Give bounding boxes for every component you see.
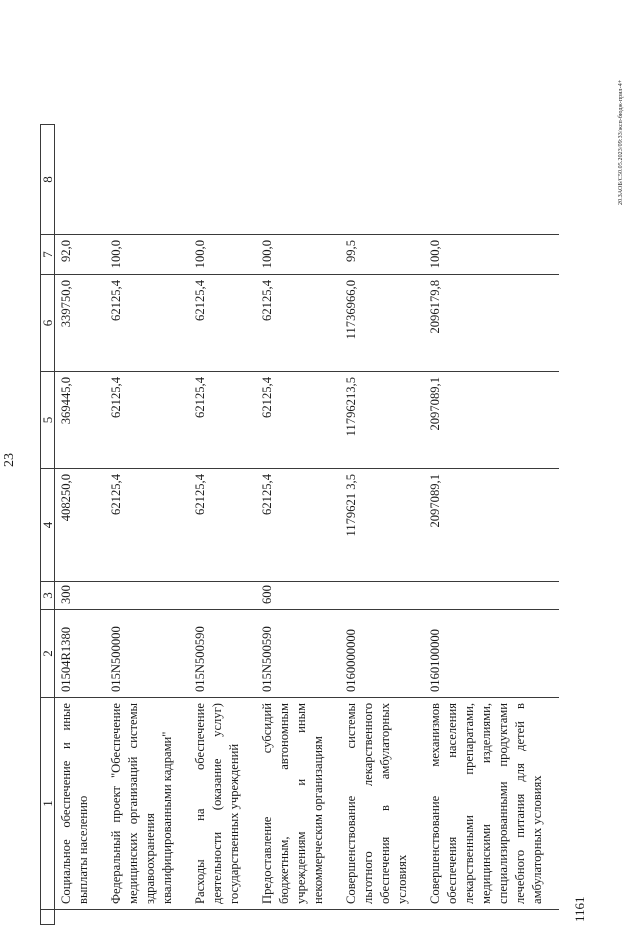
table-row xyxy=(424,125,559,925)
row-col7: 62125,4 xyxy=(256,275,340,372)
row-col7: 339750,0 xyxy=(55,275,106,372)
row-col6: 11796213,5 xyxy=(340,372,424,469)
header-spacer xyxy=(41,910,55,925)
row-col7: 2096179,8 xyxy=(424,275,559,372)
header-row xyxy=(41,125,55,925)
document-code: 20.ЗАОБ/С50.05.2023/09:33/жсп-бюдж-прил-4+ xyxy=(618,79,624,205)
table-row xyxy=(256,125,340,925)
row-col6: 2097089,1 xyxy=(424,372,559,469)
row-col7: 62125,4 xyxy=(189,275,256,372)
row-code: 015N500590 xyxy=(189,610,256,698)
row-name: Расходы на обеспечение деятельности (оказание услуг) государственных учреждений xyxy=(189,698,256,910)
row-code: 01504R1380 xyxy=(55,610,106,698)
row-code: 015N500590 xyxy=(256,610,340,698)
row-name: Федеральный проект "Обеспечение медицинских организаций системы здравоохранения квалифицированными кадрами" xyxy=(105,698,189,910)
row-col6: 62125,4 xyxy=(105,372,189,469)
sheet-number: 1161 xyxy=(572,896,587,922)
row-col8: 100,0 xyxy=(189,235,256,275)
header-col-2: 2 xyxy=(41,610,55,698)
row-col5: 62125,4 xyxy=(256,469,340,582)
row-col6: 62125,4 xyxy=(189,372,256,469)
header-col-1: 1 xyxy=(41,698,55,910)
row-name: Предоставление субсидий бюджетным, автономным учреждениям и иным некоммерческим организациям xyxy=(256,698,340,910)
row-vr xyxy=(340,582,424,610)
page-number: 23 xyxy=(2,453,17,467)
row-col8: 100,0 xyxy=(256,235,340,275)
row-vr: 300 xyxy=(55,582,106,610)
row-code: 0160100000 xyxy=(424,610,559,698)
rotated-page xyxy=(2,40,624,922)
header-col-5: 5 xyxy=(41,372,55,469)
row-col5: 408250,0 xyxy=(55,469,106,582)
row-name: Социальное обеспечение и иные выплаты населению xyxy=(55,698,106,910)
table-row xyxy=(105,125,189,925)
row-code: 015N500000 xyxy=(105,610,189,698)
table-row xyxy=(189,125,256,925)
header-col-8: 8 xyxy=(41,125,55,235)
row-name: Совершенствование системы льготного лекарственного обеспечения в амбулаторных условиях xyxy=(340,698,424,910)
row-col7: 62125,4 xyxy=(105,275,189,372)
row-name: Совершенствование механизмов обеспечения населения лекарственными препаратами, медицинскими изделиями, специализированными продуктами лечебного питания для детей в амбулаторных условиях xyxy=(424,698,559,910)
header-col-7: 7 xyxy=(41,235,55,275)
header-col-4: 4 xyxy=(41,469,55,582)
table-row xyxy=(55,125,106,925)
header-col-3: 3 xyxy=(41,582,55,610)
row-vr: 600 xyxy=(256,582,340,610)
row-code: 0160000000 xyxy=(340,610,424,698)
row-vr xyxy=(424,582,559,610)
row-col5: 1179621 3,5 xyxy=(340,469,424,582)
row-col8: 99,5 xyxy=(340,235,424,275)
row-col8: 100,0 xyxy=(424,235,559,275)
row-col8: 100,0 xyxy=(105,235,189,275)
header-col-6: 6 xyxy=(41,275,55,372)
row-col6: 62125,4 xyxy=(256,372,340,469)
table-row xyxy=(340,125,424,925)
budget-table xyxy=(40,124,559,925)
row-col5: 62125,4 xyxy=(189,469,256,582)
row-vr xyxy=(105,582,189,610)
row-col8: 92,0 xyxy=(55,235,106,275)
row-col6: 369445,0 xyxy=(55,372,106,469)
row-vr xyxy=(189,582,256,610)
row-col7: 11736966,0 xyxy=(340,275,424,372)
row-col5: 62125,4 xyxy=(105,469,189,582)
row-col5: 2097089,1 xyxy=(424,469,559,582)
